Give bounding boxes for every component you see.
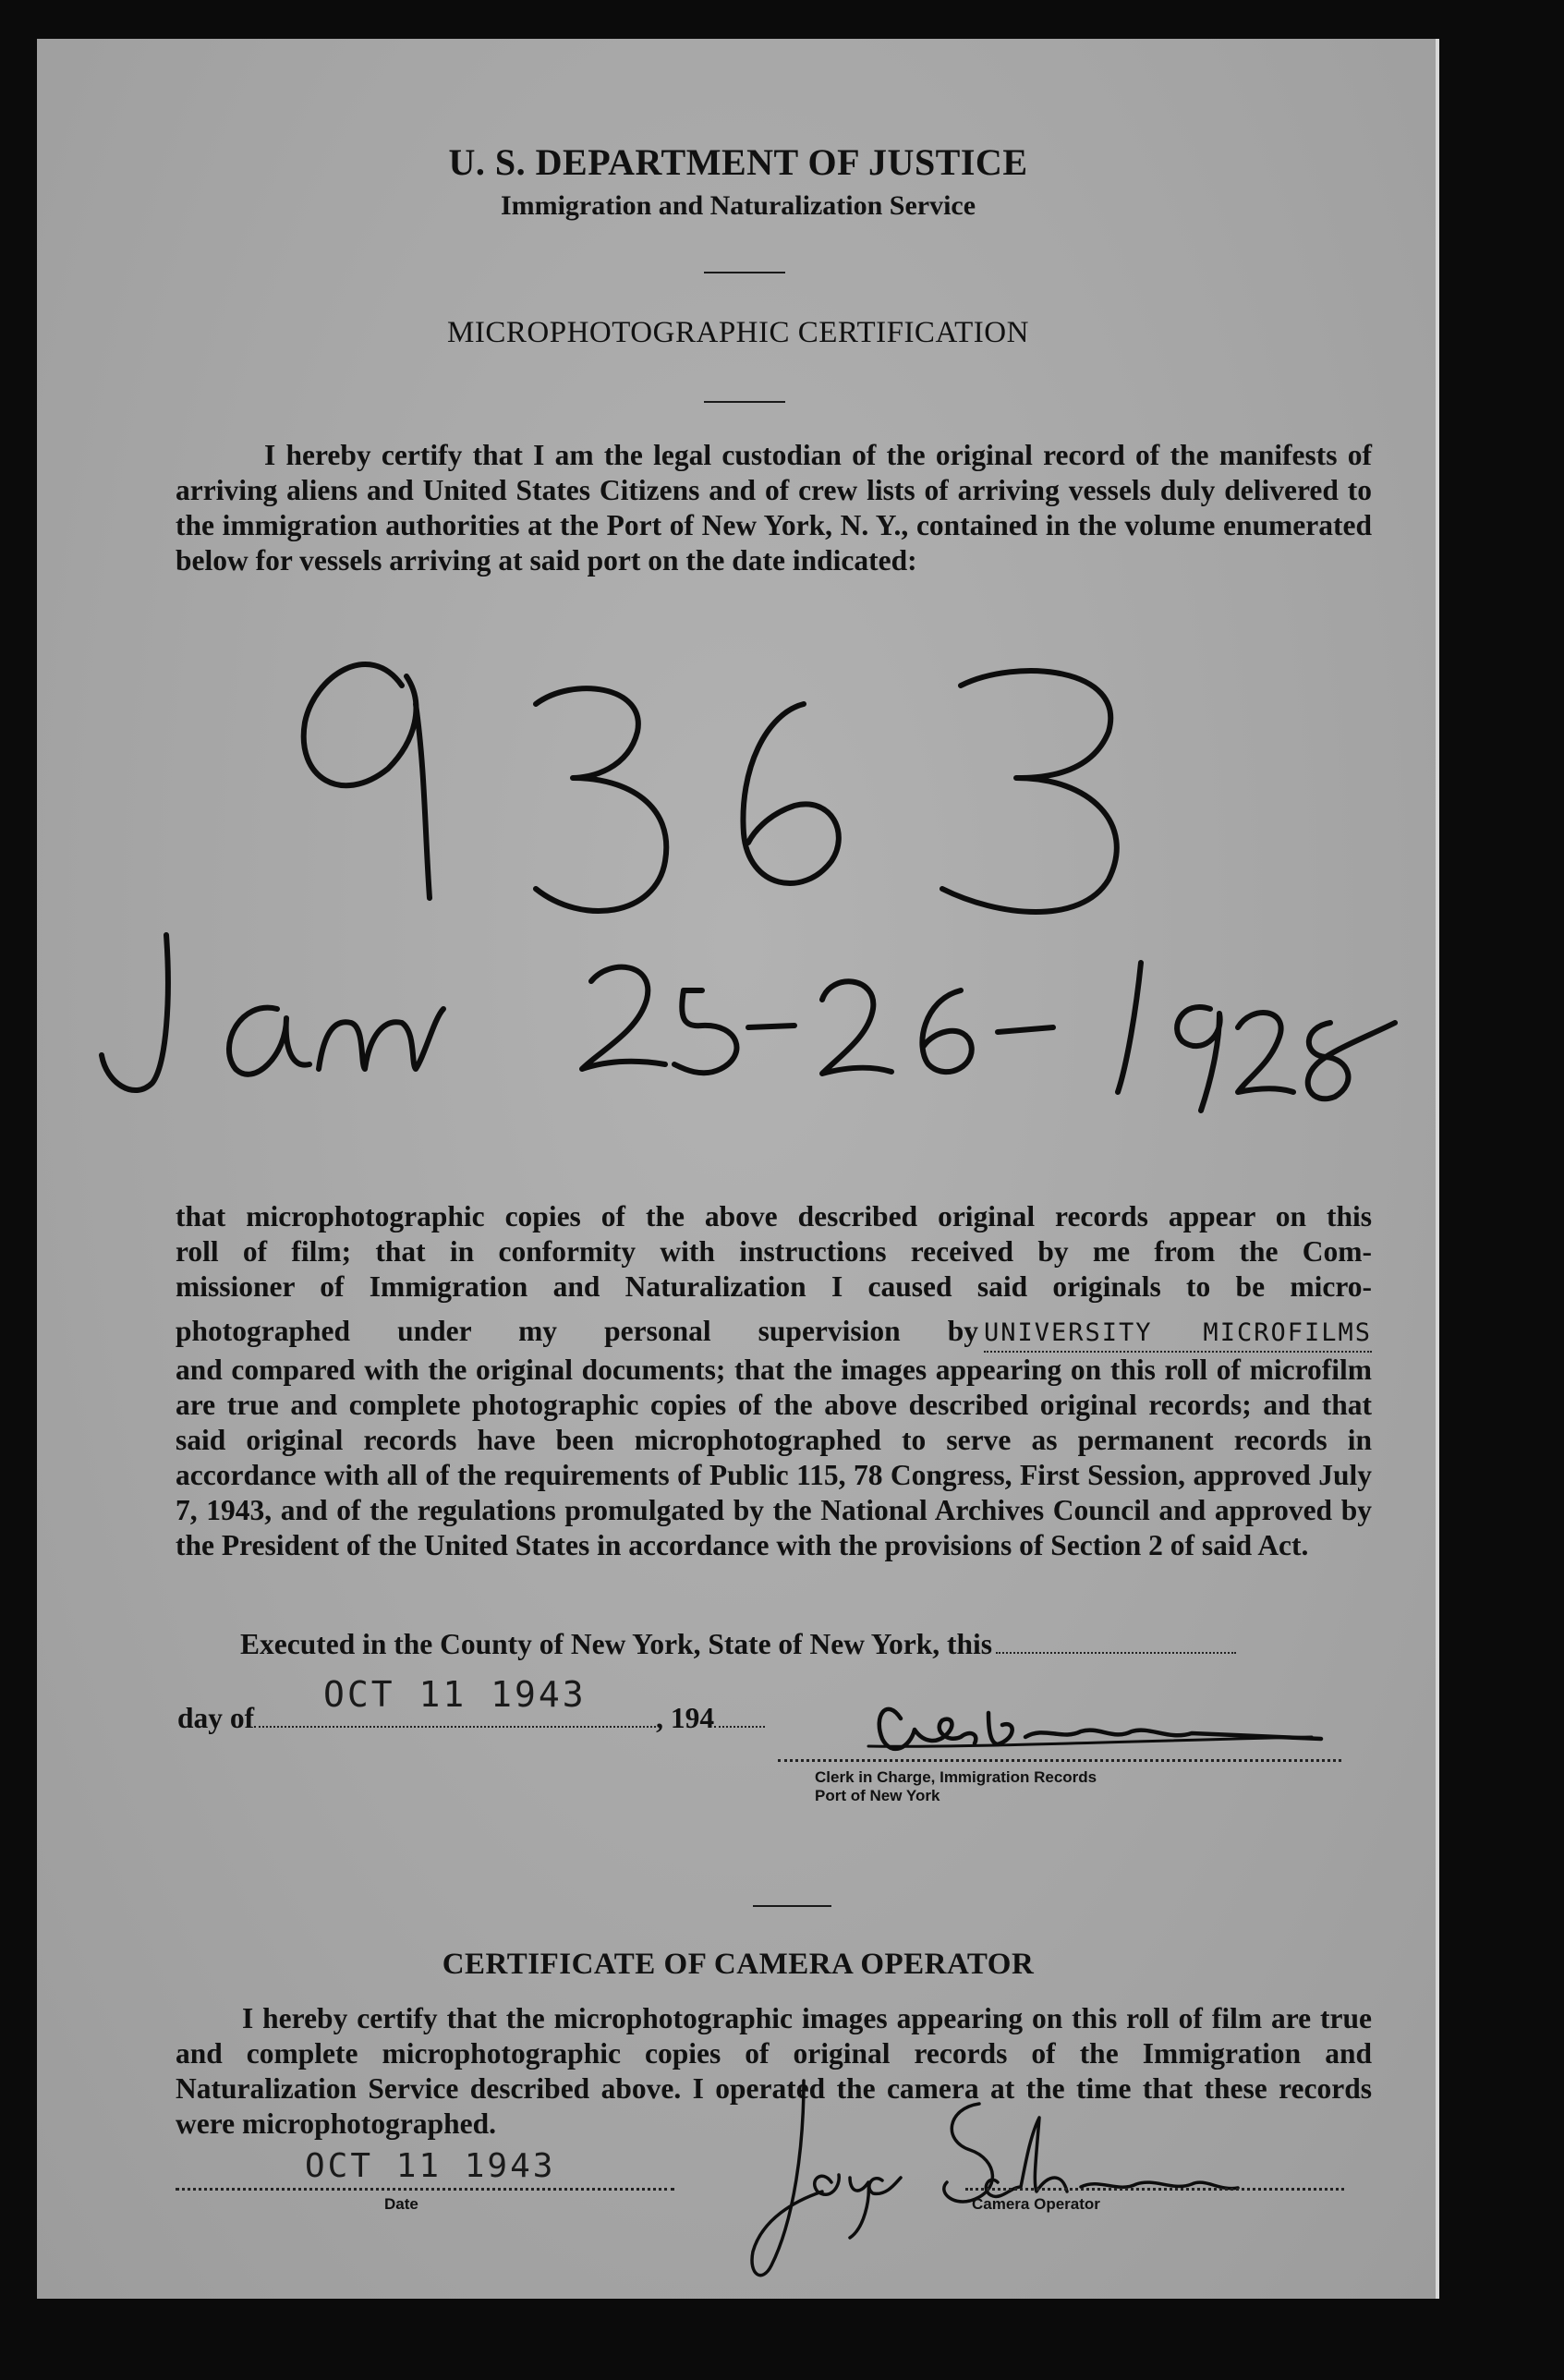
custodian-statement: I hereby certify that I am the legal custodian of the original record of the manifests of arriving aliens and United States Citizens and of crew lists of arriving vessels duly delivered to the immigration authorities at the Port of New York, N. Y., contained in the volume enumerated below for vessels arriving at said port on the date indicated: <box>176 439 1372 577</box>
date-label: Date <box>384 2195 418 2213</box>
operator-date-stamp: OCT 11 1943 <box>305 2147 556 2185</box>
certificate-sheet <box>37 39 1439 2299</box>
department-heading: U. S. DEPARTMENT OF JUSTICE <box>448 141 1028 183</box>
certification-title: MICROPHOTOGRAPHIC CERTIFICATION <box>447 316 1029 349</box>
execution-date-stamp: OCT 11 1943 <box>323 1674 587 1715</box>
camera-operator-label: Camera Operator <box>972 2195 1100 2213</box>
supervision-label: photographed under my personal supervision by <box>176 1315 978 1347</box>
operator-signature <box>37 39 1439 2299</box>
service-heading: Immigration and Naturalization Service <box>500 190 976 221</box>
statement-line: roll of film; that in conformity with instructions received by me from the Com- <box>176 1235 1372 1268</box>
camera-certificate-title: CERTIFICATE OF CAMERA OPERATOR <box>442 1948 1035 1981</box>
microfilm-company-stamp: UNIVERSITY MICROFILMS <box>984 1318 1372 1347</box>
statement-line: that microphotographic copies of the above described original records appear on this <box>176 1200 1372 1232</box>
operator-signature-line <box>965 2188 1344 2191</box>
year-prefix: , 194 <box>656 1702 715 1734</box>
camera-operator-statement: I hereby certify that the microphotographic images appearing on this roll of film are true and complete microphotographic copies of original records of the Immigration and Naturalization Service described above. I operated the camera at the time that these records were microphotographed. <box>176 2002 1372 2140</box>
statement-body: and compared with the original documents; that the images appearing on this roll of microfilm are true and complete photographic copies of the above described original records; and that said original records have been microphotographed to serve as permanent records in accordance with all of the requirements of Public 115, 78 Congress, First Session, approved July 7, 1943, and of the regulations promulgated by the National Archives Council and approved by the President of the United States in accordance with the provisions of Section 2 of said Act. <box>176 1354 1372 1561</box>
statement-line: missioner of Immigration and Naturalization I caused said originals to be micro- <box>176 1270 1372 1303</box>
executed-text: Executed in the County of New York, State of New York, this <box>240 1628 993 1660</box>
clerk-title: Clerk in Charge, Immigration Records <box>815 1768 1097 1786</box>
clerk-port: Port of New York <box>815 1787 940 1804</box>
day-of-label: day of <box>177 1702 255 1734</box>
